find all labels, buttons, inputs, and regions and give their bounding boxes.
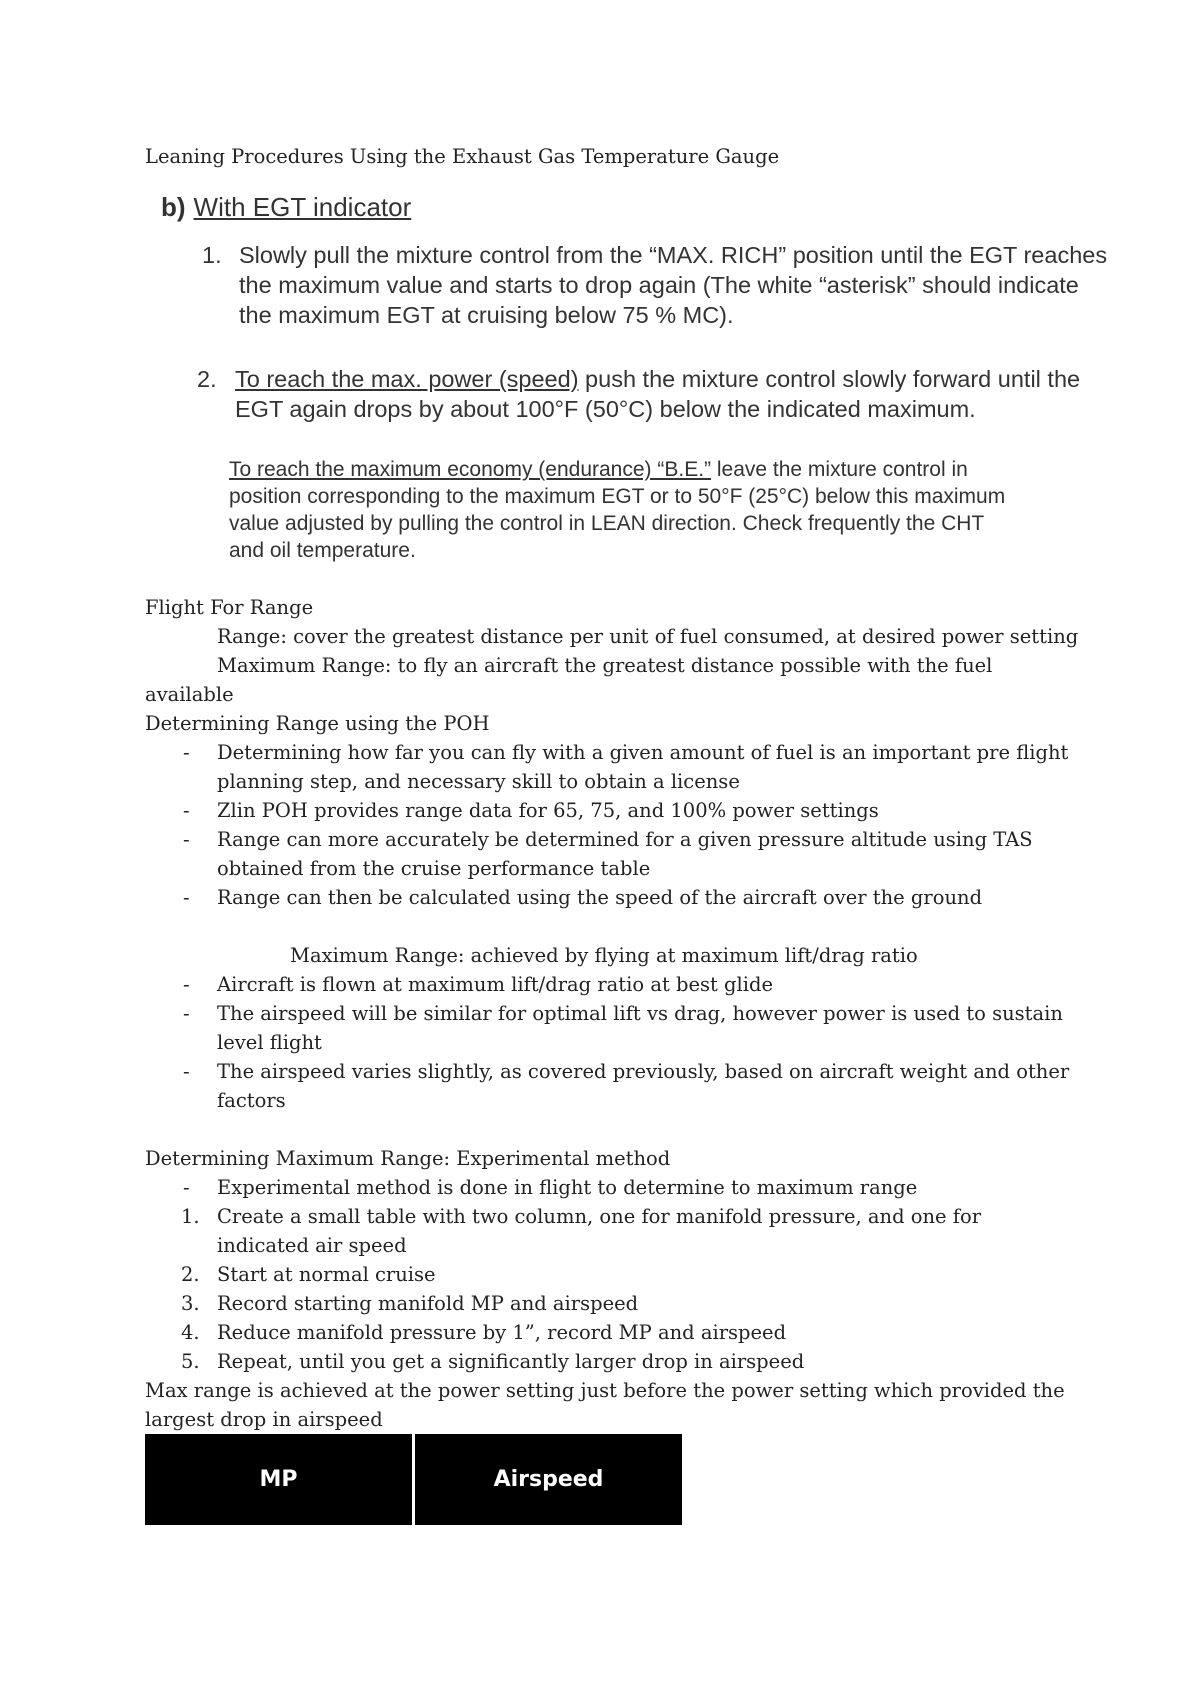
conclusion-text: Max range is achieved at the power setting just before the power setting which provided the	[145, 1379, 1065, 1402]
list-item-line: Zlin POH provides range data for 65, 75, and 100% power settings	[217, 799, 879, 822]
egt-note-line	[229, 456, 968, 483]
list-item-line: Start at normal cruise	[217, 1263, 436, 1286]
flight-for-range-heading: Flight For Range	[145, 596, 314, 619]
list-item-line: Experimental method is done in flight to determine to maximum range	[217, 1176, 918, 1199]
egt-step-2-number: 2.	[197, 366, 217, 392]
egt-step-2-line: EGT again drops by about 100°F (50°C) below the indicated maximum.	[235, 396, 976, 422]
column-header-airspeed: Airspeed	[414, 1434, 683, 1525]
bullet-dash: -	[183, 1176, 190, 1199]
step-number: 1.	[181, 1205, 200, 1228]
list-item-line: The airspeed varies slightly, as covered previously, based on aircraft weight and other	[217, 1060, 1070, 1083]
list-item-line: indicated air speed	[217, 1234, 407, 1257]
bullet-dash: -	[183, 1002, 190, 1025]
conclusion-text-cont: largest drop in airspeed	[145, 1408, 383, 1431]
egt-title	[161, 192, 411, 223]
egt-step-1-line: the maximum EGT at cruising below 75 % MC).	[239, 302, 734, 328]
bullet-dash: -	[183, 828, 190, 851]
table-header-row	[145, 1434, 682, 1525]
list-item-line: planning step, and necessary skill to obtain a license	[217, 770, 740, 793]
egt-step-1-line: Slowly pull the mixture control from the “MAX. RICH” position until the EGT reaches	[239, 242, 1108, 268]
list-item-line: level flight	[217, 1031, 322, 1054]
list-item-line: Reduce manifold pressure by 1”, record MP and airspeed	[217, 1321, 787, 1344]
egt-step-2-underlined: To reach the max. power (speed)	[235, 366, 579, 392]
max-range-heading: Maximum Range: achieved by flying at maximum lift/drag ratio	[290, 944, 918, 967]
egt-note-rest: leave the mixture control in	[711, 458, 968, 481]
max-range-definition: Maximum Range: to fly an aircraft the greatest distance possible with the fuel	[217, 654, 993, 677]
list-item-line: The airspeed will be similar for optimal lift vs drag, however power is used to sustain	[217, 1002, 1063, 1025]
list-item-line: factors	[217, 1089, 286, 1112]
egt-step-2-line	[235, 364, 1080, 394]
max-range-definition-cont: available	[145, 683, 234, 706]
step-number: 3.	[181, 1292, 200, 1315]
list-item-line: Create a small table with two column, one for manifold pressure, and one for	[217, 1205, 982, 1228]
egt-note-line: and oil temperature.	[229, 539, 416, 562]
list-item-line: Range can then be calculated using the speed of the aircraft over the ground	[217, 886, 983, 909]
list-item-line: Range can more accurately be determined for a given pressure altitude using TAS	[217, 828, 1033, 851]
list-item-line: Record starting manifold MP and airspeed	[217, 1292, 639, 1315]
list-item-line: obtained from the cruise performance table	[217, 857, 651, 880]
step-number: 4.	[181, 1321, 200, 1344]
egt-label-b: b)	[161, 192, 186, 222]
bullet-dash: -	[183, 741, 190, 764]
egt-note-underlined: To reach the maximum economy (endurance) “B.E.”	[229, 458, 712, 481]
bullet-dash: -	[183, 886, 190, 909]
list-item-line: Determining how far you can fly with a given amount of fuel is an important pre flight	[217, 741, 1069, 764]
list-item-line: Repeat, until you get a significantly larger drop in airspeed	[217, 1350, 805, 1373]
bullet-dash: -	[183, 799, 190, 822]
egt-step-1-line: the maximum value and starts to drop again (The white “asterisk” should indicate	[239, 272, 1079, 298]
egt-note-line: position corresponding to the maximum EGT or to 50°F (25°C) below this maximum	[229, 485, 1006, 508]
mp-airspeed-table	[145, 1434, 682, 1525]
step-number: 2.	[181, 1263, 200, 1286]
bullet-dash: -	[183, 973, 190, 996]
egt-step-2-rest: push the mixture control slowly forward until the	[578, 366, 1081, 392]
range-definition: Range: cover the greatest distance per unit of fuel consumed, at desired power setting	[217, 625, 1079, 648]
poh-heading: Determining Range using the POH	[145, 712, 490, 735]
egt-title-text: With EGT indicator	[193, 192, 412, 222]
egt-step-1-number: 1.	[202, 242, 222, 268]
experimental-heading: Determining Maximum Range: Experimental method	[145, 1147, 671, 1170]
step-number: 5.	[181, 1350, 200, 1373]
bullet-dash: -	[183, 1060, 190, 1083]
list-item-line: Aircraft is flown at maximum lift/drag ratio at best glide	[217, 973, 774, 996]
egt-note-line: value adjusted by pulling the control in LEAN direction. Check frequently the CHT	[229, 512, 985, 535]
page-heading: Leaning Procedures Using the Exhaust Gas Temperature Gauge	[145, 145, 780, 168]
column-header-mp: MP	[145, 1434, 414, 1525]
